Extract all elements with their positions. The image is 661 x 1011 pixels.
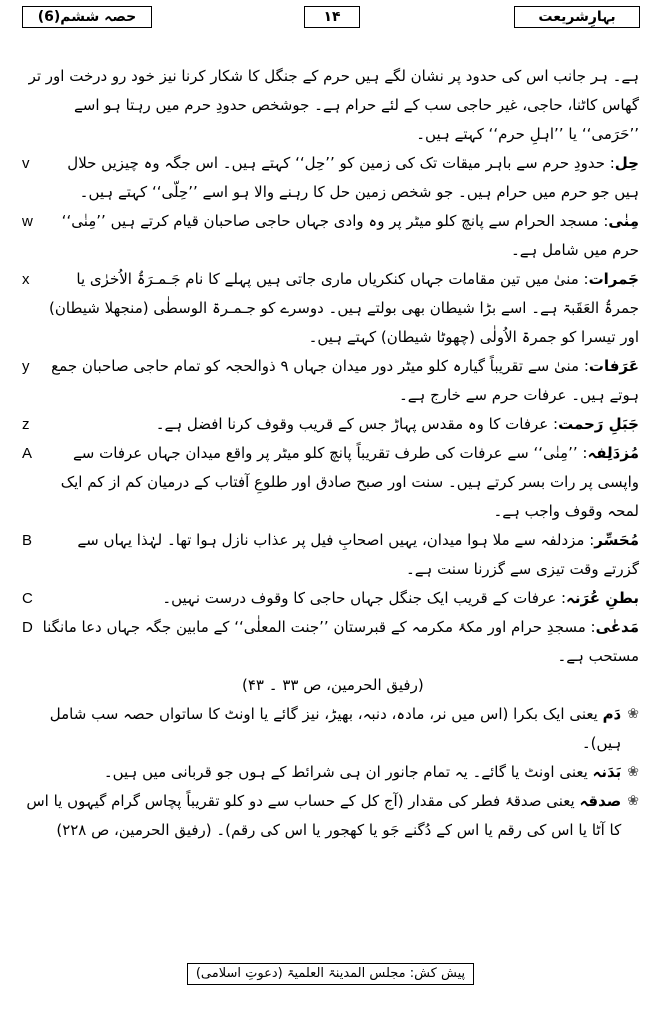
entry-text: : مسجدِ حرام اور مکۂ مکرمہ کے قبرستان ’’جنت المعلٰی‘‘ کے مابین جگہ جہاں دعا مانگنا مستحب ہے۔ (42, 618, 639, 665)
footnote (22, 787, 639, 845)
footnote (22, 758, 639, 787)
glossary-entry (22, 439, 639, 526)
entry-text: : مسجد الحرام سے پانچ کلو میٹر پر وہ وادی جہاں حاجی صاحبان قیام کرتے ہیں ’’مِنٰی‘‘ حرم میں شامل ہے۔ (61, 212, 639, 259)
page-body (22, 62, 639, 845)
reference-citation: (رفیق الحرمین، ص ۳۳ ۔ ۴۳) (242, 676, 424, 694)
entry-text: : عرفات کے قریب ایک جنگل جہاں حاجی کا وقوف درست نہیں۔ (162, 589, 567, 607)
entry-term: بطنِ عُرَنہ (566, 589, 639, 607)
entry-term: مُحَسِّر (594, 531, 639, 549)
book-title: بہارِشریعت (514, 6, 640, 28)
entry-text: : منیٰ میں تین مقامات جہاں کنکریاں ماری جاتی ہیں پہلے کا نام جَـمـرَۃُ الاُخرٰی یا جمرۃُ العَقَبۃ ہے۔ اسے بڑا شیطان بھی بولتے ہیں۔ دوسرے کو جـمـرۃ الوسطٰی (منجھلا شیطان) اور تیسرا کو جمرۃ الاُولٰی (چھوٹا شیطان) کہتے ہیں۔ (49, 270, 639, 346)
note-term: دَم (602, 705, 622, 723)
publisher-footer (0, 962, 661, 985)
entry-term: حِل (614, 154, 639, 172)
entry-letter: v (22, 155, 30, 172)
glossary-entry (22, 352, 639, 410)
entry-term: جَمرات (588, 270, 639, 288)
glossary-entry (22, 584, 639, 613)
entry-letter: x (22, 271, 30, 288)
entry-letter: z (22, 416, 30, 433)
entry-text: : عرفات کا وہ مقدس پہاڑ جس کے قریب وقوف کرنا افضل ہے۔ (155, 415, 559, 433)
flower-icon: ❀ (627, 706, 639, 722)
note-text: یعنی ایک بکرا (اس میں نر، مادہ، دنبہ، بھیڑ، نیز گائے یا اونٹ کا ساتواں حصہ سب شامل ہیں)۔ (49, 705, 622, 752)
entry-term: مِنٰی (608, 212, 639, 230)
glossary-entry (22, 613, 639, 671)
footnote (22, 700, 639, 758)
glossary-entry (22, 149, 639, 207)
note-text: یعنی صدقۂ فطر کی مقدار (آج کل کے حساب سے دو کلو تقریباً پچاس گرام گیہوں یا اس کا آٹا یا اس کی رقم یا اس کے دُگنے جَو یا کھجور یا اس کی رقم)۔ (رفیق الحرمین، ص ۲۲۸) (26, 792, 622, 839)
entry-letter: C (22, 590, 33, 607)
note-term: صدقہ (579, 792, 622, 810)
note-term: بَدَنہ (592, 763, 622, 781)
entry-letter: A (22, 445, 33, 462)
page-number: ۱۴ (304, 6, 360, 28)
glossary-entry (22, 207, 639, 265)
section-label: حصہ ششم(6) (22, 6, 152, 28)
entry-text: : مزدلفہ سے ملا ہوا میدان، یہیں اصحابِ فیل پر عذاب نازل ہوا تھا۔ لہٰذا یہاں سے گزرتے وقت تیزی سے گزرنا سنت ہے۔ (77, 531, 639, 578)
entry-term: عَرَفات (588, 357, 639, 375)
flower-icon: ❀ (627, 764, 639, 780)
note-text: یعنی اونٹ یا گائے۔ یہ تمام جانور ان ہی شرائط کے ہوں جو قربانی میں ہیں۔ (103, 763, 593, 781)
entry-text: : منیٰ سے تقریباً گیارہ کلو میٹر دور میدان جہاں ۹ ذوالحجہ کو تمام حاجی صاحبان جمع ہوتے ہیں۔ عرفات حرم سے خارج ہے۔ (51, 357, 639, 404)
entry-text: : حدودِ حرم سے باہر میقات تک کی زمین کو ’’حِل‘‘ کہتے ہیں۔ اس جگہ وہ چیزیں حلال ہیں جو حرم میں حرام ہیں۔ جو شخص زمین حل کا رہنے والا ہو اسے ’’حِلّی‘‘ کہتے ہیں۔ (67, 154, 639, 201)
entry-term: مَدعٰی (595, 618, 639, 636)
entry-letter: w (22, 213, 33, 230)
entry-text: : ’’مِنٰی‘‘ سے عرفات کی طرف تقریباً پانچ کلو میٹر پر واقع میدان جہاں عرفات سے واپسی پر رات بسر کرتے ہیں۔ سنت اور صبح صادق اور طلوعِ آفتاب کے درمیان کم از کم ایک لمحہ وقوف واجب ہے۔ (60, 444, 639, 520)
entry-letter: y (22, 358, 30, 375)
entry-letter: D (22, 619, 33, 636)
entry-term: جَبَلِ رَحمت (558, 415, 639, 433)
intro-paragraph: ہے۔ ہر جانب اس کی حدود پر نشان لگے ہیں حرم کے جنگل کا شکار کرنا نیز خود رو درخت اور تر گھاس کاٹنا، حاجی، غیر حاجی سب کے لئے حرام ہے۔ جوشخص حدودِ حرم میں رہتا ہو اسے ’’حَرَمی‘‘ یا ’’اہلِ حرم‘‘ کہتے ہیں۔ (28, 67, 639, 143)
glossary-entry (22, 265, 639, 352)
entry-term: مُزدَلِفہ (587, 444, 639, 462)
glossary-entry (22, 410, 639, 439)
glossary-entry (22, 526, 639, 584)
entry-letter: B (22, 532, 33, 549)
footer-text: پیش کش: مجلس المدینۃ العلمیۃ (دعوتِ اسلامی) (187, 963, 474, 985)
flower-icon: ❀ (627, 793, 639, 809)
